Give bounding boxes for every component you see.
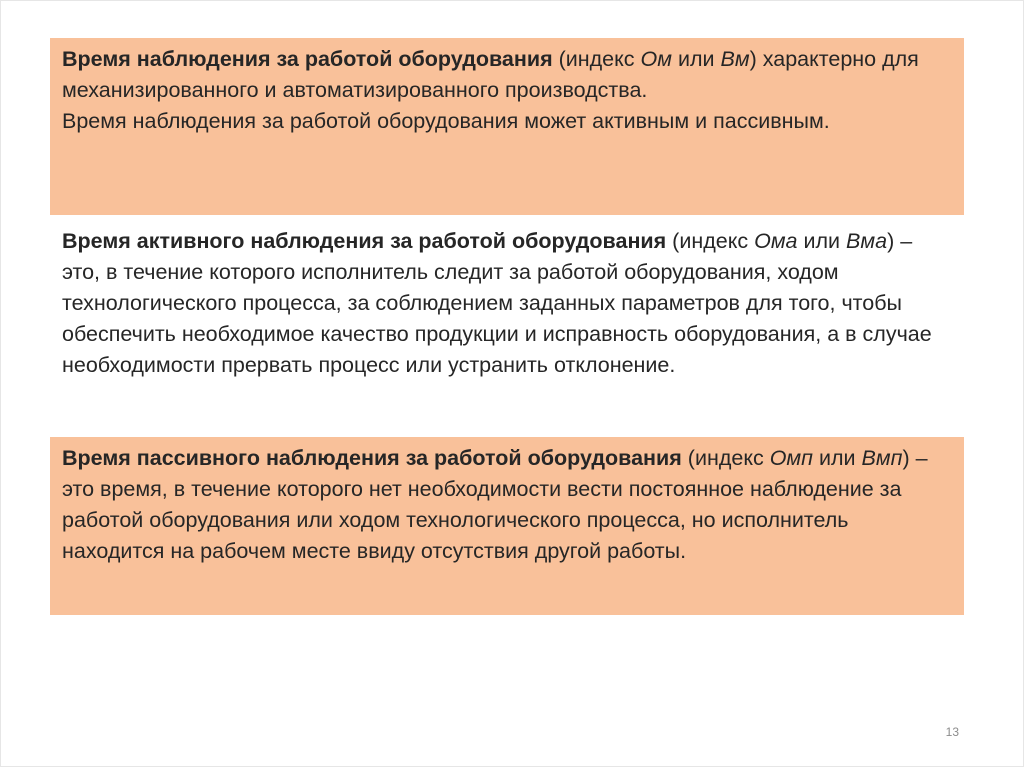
block-2-paragraph [62, 226, 952, 381]
definition-block-passive-observation [50, 437, 964, 615]
definition-text: – это время, в течение которого нет необходимости вести постоянное наблюдение за работой оборудования или ходом технологического процесса, но исполнитель находится на рабочем месте ввиду отсутствия другой работы. [62, 446, 928, 563]
definition-block-active-observation [50, 220, 964, 433]
index-suffix: ) [887, 229, 895, 253]
index-or: или [813, 446, 862, 470]
term-observation-time: Время наблюдения за работой оборудования [62, 47, 553, 71]
index-symbol-vma: Вма [846, 229, 888, 253]
block-3-paragraph [62, 443, 952, 567]
term-passive-observation: Время пассивного наблюдения за работой оборудования [62, 446, 682, 470]
index-prefix: (индекс [681, 446, 770, 470]
block-1-paragraph [62, 44, 952, 106]
index-symbol-oma: Ома [754, 229, 798, 253]
page-number: 13 [945, 725, 959, 739]
index-prefix: (индекс [666, 229, 755, 253]
definition-text: характерно для механизированного и автоматизированного производства. [62, 47, 919, 102]
index-or: или [797, 229, 847, 253]
block-1-second-line: Время наблюдения за работой оборудования может активным и пассивным. [62, 109, 830, 133]
term-active-observation: Время активного наблюдения за работой оборудования [62, 229, 667, 253]
index-symbol-omp: Омп [769, 446, 813, 470]
definition-block-observation-time [50, 38, 964, 215]
definition-text: – это, в течение которого исполнитель следит за работой оборудования, ходом технологического процесса, за соблюдением заданных параметров для того, чтобы обеспечить необходимое качество продукции и исправность оборудования, а в случае необходимости прервать процесс или устранить отклонение. [62, 229, 932, 377]
index-suffix: ) [749, 47, 757, 71]
index-symbol-vmp: Вмп [861, 446, 903, 470]
index-symbol-vm: Вм [720, 47, 750, 71]
index-or: или [671, 47, 721, 71]
index-prefix: (индекс [552, 47, 641, 71]
index-symbol-om: Ом [640, 47, 672, 71]
index-suffix: ) [902, 446, 910, 470]
